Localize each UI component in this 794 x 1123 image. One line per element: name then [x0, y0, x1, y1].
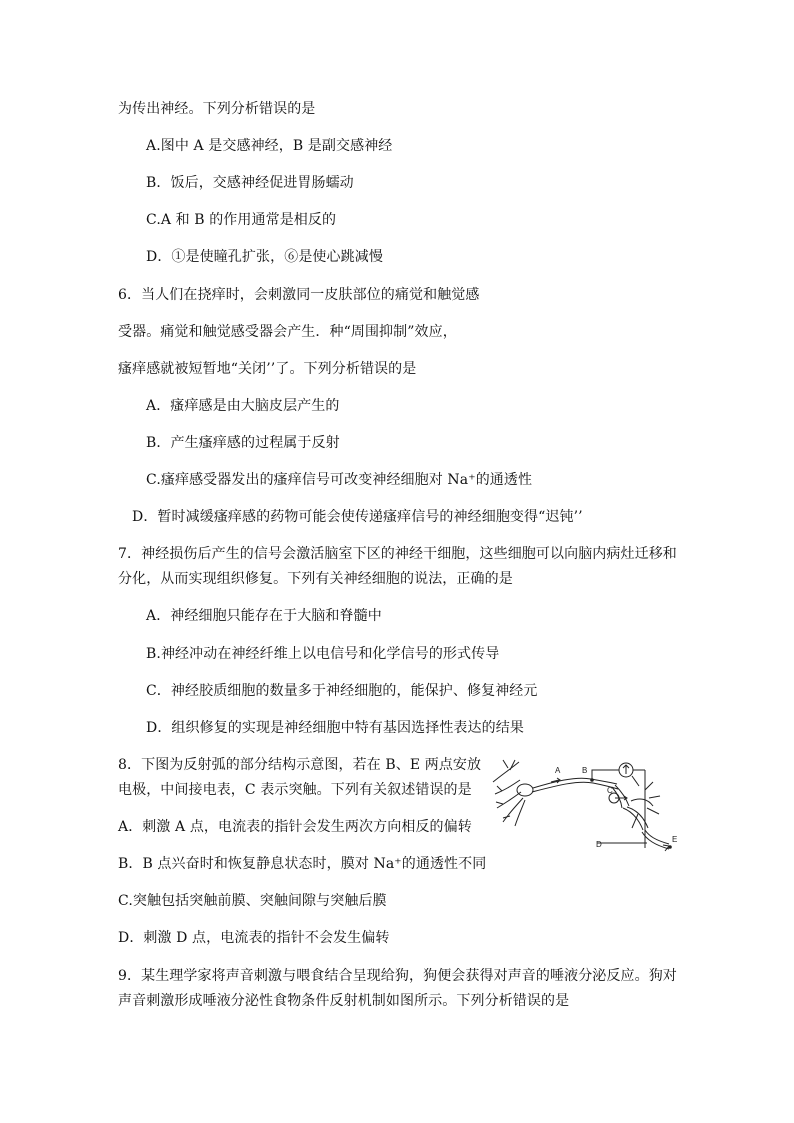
option-5d: D．①是使瞳孔扩张，⑥是使心跳减慢 [146, 249, 383, 265]
option-5a: A.图中 A 是交感神经，B 是副交感神经 [146, 138, 393, 154]
option-7c: C．神经胶质细胞的数量多于神经细胞的，能保护、修复神经元 [146, 683, 538, 699]
question-8-line-1: 8．下图为反射弧的部分结构示意图，若在 B、E 两点安放 [118, 757, 482, 773]
option-5b: B．饭后，交感神经促进胃肠蠕动 [146, 175, 354, 191]
question-9-line-1: 9．某生理学家将声音刺激与喂食结合呈现给狗，狗便会获得对声音的唾液分泌反应。狗对 [118, 968, 677, 984]
option-7b: B.神经冲动在神经纤维上以电信号和化学信号的形式传导 [146, 646, 500, 662]
option-6a: A．瘙痒感是由大脑皮层产生的 [146, 398, 340, 414]
question-8-line-2: 电极，中间接电表，C 表示突触。下列有关叙述错误的是 [118, 782, 472, 798]
question-9-line-2: 声音刺激形成唾液分泌性食物条件反射机制如图所示。下列分析错误的是 [118, 993, 570, 1009]
option-5c: C.A 和 B 的作用通常是相反的 [146, 212, 337, 228]
question-6-line-1: 6．当人们在挠痒时，会刺激同一皮肤部位的痛觉和触觉感 [118, 287, 480, 303]
option-8d: D．刺激 D 点，电流表的指针不会发生偏转 [118, 930, 390, 946]
reflex-arc-figure [485, 752, 680, 858]
option-7a: A．神经细胞只能存在于大脑和脊髓中 [146, 608, 382, 624]
label-e: E [672, 835, 678, 844]
label-c: C [607, 786, 613, 795]
option-8b: B．B 点兴奋时和恢复静息状态时，膜对 Na⁺的通透性不同 [118, 856, 487, 872]
label-a: A [555, 766, 561, 775]
label-d: D [596, 840, 602, 849]
option-8a: A．刺激 A 点，电流表的指针会发生两次方向相反的偏转 [118, 819, 472, 835]
option-6b: B．产生瘙痒感的过程属于反射 [146, 435, 340, 451]
option-7d: D．组织修复的实现是神经细胞中特有基因选择性表达的结果 [146, 720, 524, 736]
text-line-1: 为传出神经。下列分析错误的是 [118, 101, 316, 117]
question-6-line-2: 受器。痛觉和触觉感受器会产生．种“周围抑制”效应， [118, 324, 457, 340]
question-6-line-3: 瘙痒感就被短暂地“关闭’’了。下列分析错误的是 [118, 361, 417, 377]
reflex-arc-diagram [485, 752, 680, 858]
question-7-line-1: 7．神经损伤后产生的信号会激活脑室下区的神经干细胞，这些细胞可以向脑内病灶迁移和 [118, 546, 677, 562]
option-6c: C.瘙痒感受器发出的瘙痒信号可改变神经细胞对 Na⁺的通透性 [146, 472, 533, 488]
question-7-line-2: 分化，从而实现组织修复。下列有关神经细胞的说法，正确的是 [118, 571, 513, 587]
option-8c: C.突触包括突触前膜、突触间隙与突触后膜 [118, 893, 387, 909]
option-6d: D．暂时减缓瘙痒感的药物可能会使传递瘙痒信号的神经细胞变得“迟钝’’ [132, 509, 583, 525]
label-b: B [582, 766, 588, 775]
